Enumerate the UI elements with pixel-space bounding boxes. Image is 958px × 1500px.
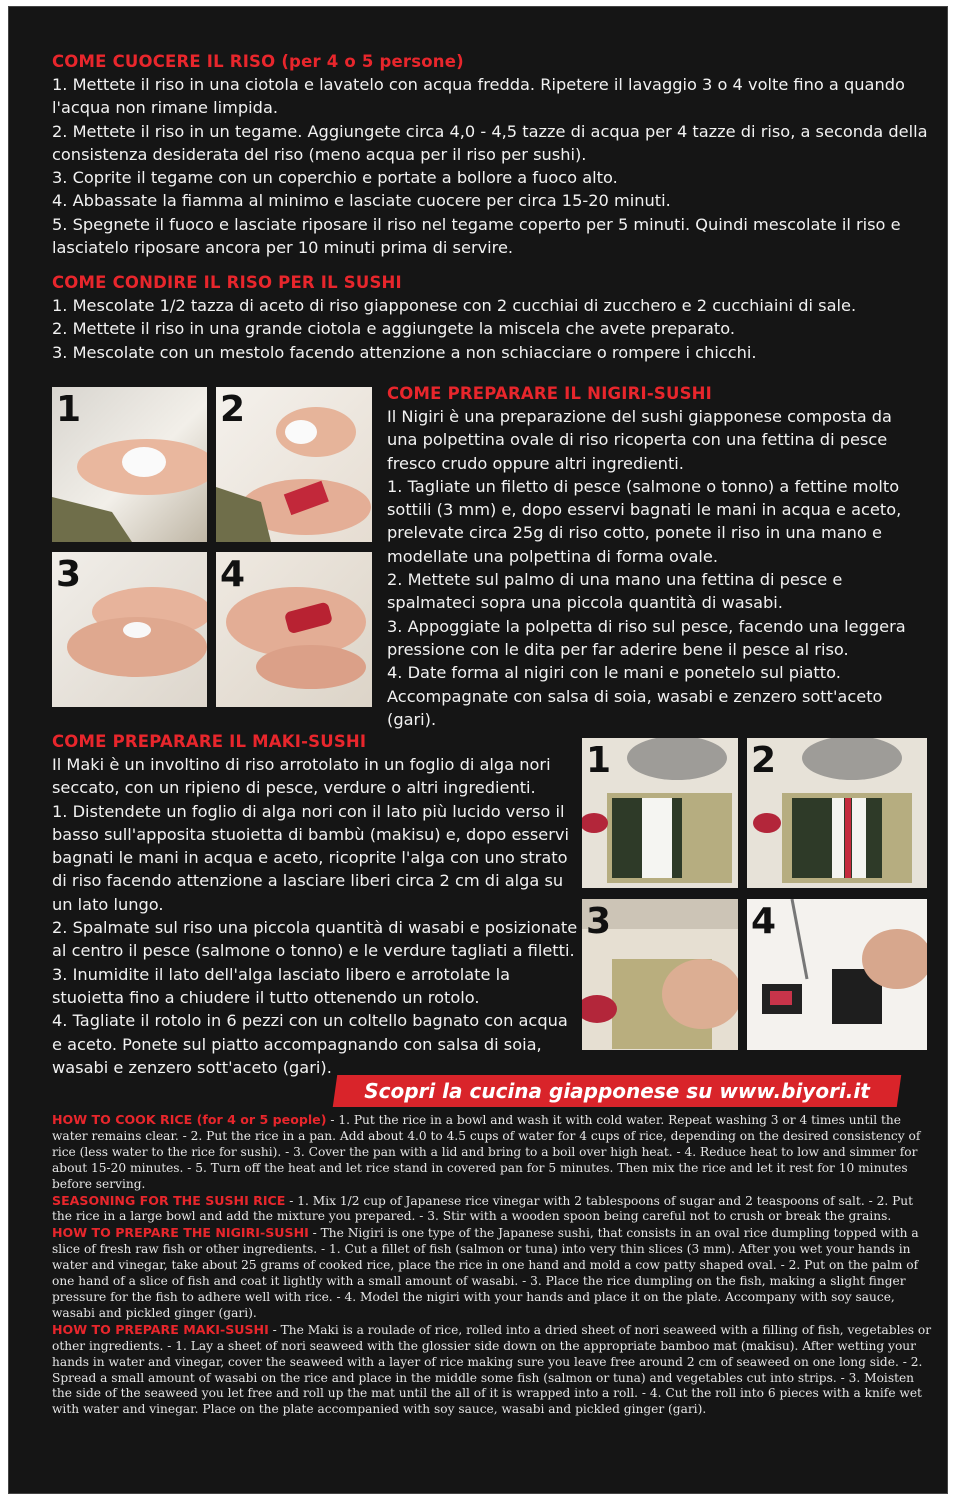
english-instructions bbox=[52, 1112, 932, 1418]
cook-rice-step: 5. Spegnete il fuoco e lasciate riposare il riso nel tegame coperto per 5 minuti. Quindi mescolate il riso e lasciatelo riposare ancora per 10 minuti prima di servire. bbox=[52, 214, 901, 258]
cook-rice-heading bbox=[52, 50, 932, 73]
nigiri-photo-3 bbox=[52, 552, 207, 707]
english-rice-paragraph bbox=[52, 1112, 932, 1193]
nigiri-step: 4. Date forma al nigiri con le mani e ponetelo sul piatto. Accompagnate con salsa di soia, wasabi e zenzero sott'aceto (gari). bbox=[387, 663, 883, 729]
maki-photo-3 bbox=[582, 899, 738, 1050]
maki-step: 4. Tagliate il rotolo in 6 pezzi con un coltello bagnato con acqua e aceto. Ponete sul piatto accompagnando con salsa di soia, wasabi e zenzero sott'aceto (gari). bbox=[52, 1011, 568, 1077]
english-season-heading: SEASONING FOR THE SUSHI RICE bbox=[52, 1192, 286, 1208]
english-nigiri-text: - The Nigiri is one type of the Japanese sushi, that consists in an oval rice dumpling topped with a slice of fresh raw fish or other ingredients. - 1. Cut a fillet of fish (salmon or tuna) into very thin slices (3 mm). After you wet your hands in water and vinegar, take about 25 grams of cooked rice, place the rice in one hand and mold a cow patty shaped oval. - 2. Put on the palm of one hand of a slice of fish and coat it lightly with a small amount of wasabi. - 3. Place the rice dumpling on the fish, making a slight finger pressure for the fish to adhere well with rice. - 4. Model the nigiri with your hands and place it on the plate. Accompany with soy sauce, wasabi and pickled ginger (gari). bbox=[52, 1226, 919, 1320]
nigiri-step: Il Nigiri è una preparazione del sushi giapponese composta da una polpettina ovale di riso ricoperta con una fettina di pesce fresco crudo oppure altri ingredienti. bbox=[387, 407, 892, 473]
nigiri-heading: COME PREPARARE IL NIGIRI-SUSHI bbox=[387, 384, 713, 403]
cook-rice-servings: (per 4 o 5 persone) bbox=[281, 52, 464, 71]
english-season-paragraph bbox=[52, 1193, 932, 1226]
nigiri-step: 3. Appoggiate la polpetta di riso sul pesce, facendo una leggera pressione con le dita per far aderire bene il pesce al riso. bbox=[387, 616, 906, 659]
cook-rice-step: 3. Coprite il tegame con un coperchio e portate a bollore a fuoco alto. bbox=[52, 168, 618, 188]
maki-step: 1. Distendete un foglio di alga nori con il lato più lucido verso il basso sull'apposita stuoietta di bambù (makisu) e, dopo esservi bagnati le mani in acqua e aceto, ricoprite l'alga con uno strato di riso facendo attenzione a lasciare liberi circa 2 cm di alga su un lato lungo. bbox=[52, 801, 569, 914]
nigiri-step: 1. Tagliate un filetto di pesce (salmone o tonno) a fettine molto sottili (3 mm) e, dopo esservi bagnati le mani in acqua e aceto, prelevate circa 25g di riso cotto, ponete il riso in una mano e modellate una polpettina di forma ovale. bbox=[387, 476, 902, 566]
section-season-rice bbox=[52, 271, 932, 364]
english-nigiri-paragraph bbox=[52, 1225, 932, 1321]
season-rice-step: 3. Mescolate con un mestolo facendo attenzione a non schiacciare o rompere i chicchi. bbox=[52, 342, 757, 362]
maki-photo-4 bbox=[747, 899, 927, 1050]
maki-photo-grid bbox=[582, 738, 927, 1050]
english-maki-heading: HOW TO PREPARE MAKI-SUSHI bbox=[52, 1321, 269, 1337]
nigiri-photo-number: 2 bbox=[220, 389, 246, 430]
nigiri-step: 2. Mettete sul palmo di una mano una fettina di pesce e spalmateci sopra una piccola quantità di wasabi. bbox=[387, 570, 843, 613]
nigiri-photo-2 bbox=[216, 387, 372, 542]
maki-photo-number: 3 bbox=[586, 901, 612, 942]
nigiri-photo-number: 4 bbox=[220, 554, 246, 595]
maki-photo-2 bbox=[747, 738, 927, 888]
nigiri-photo-grid bbox=[52, 387, 372, 707]
section-nigiri bbox=[387, 382, 917, 731]
english-rice-heading: HOW TO COOK RICE (for 4 or 5 people) bbox=[52, 1112, 327, 1127]
maki-photo-1 bbox=[582, 738, 738, 888]
english-maki-paragraph bbox=[52, 1322, 932, 1418]
maki-step: Il Maki è un involtino di riso arrotolato in un foglio di alga nori seccato, con un ripieno di pesce, verdure o altri ingredienti. bbox=[52, 755, 551, 798]
maki-photo-number: 1 bbox=[586, 740, 612, 781]
package-back-panel bbox=[8, 6, 948, 1494]
season-rice-step: 2. Mettete il riso in una grande ciotola e aggiungete la miscela che avete preparato. bbox=[52, 319, 736, 339]
cook-rice-title: COME CUOCERE IL RISO bbox=[52, 52, 276, 71]
cook-rice-step: 4. Abbassate la fiamma al minimo e lasciate cuocere per circa 15-20 minuti. bbox=[52, 191, 671, 211]
english-nigiri-heading: HOW TO PREPARE THE NIGIRI-SUSHI bbox=[52, 1225, 309, 1241]
season-rice-heading: COME CONDIRE IL RISO PER IL SUSHI bbox=[52, 273, 402, 292]
nigiri-photo-number: 3 bbox=[56, 554, 82, 595]
maki-heading: COME PREPARARE IL MAKI-SUSHI bbox=[52, 732, 367, 751]
nigiri-photo-1 bbox=[52, 387, 207, 542]
nigiri-photo-number: 1 bbox=[56, 389, 82, 430]
cook-rice-step: 1. Mettete il riso in una ciotola e lavatelo con acqua fredda. Ripetere il lavaggio 3 o 4 volte fino a quando l'acqua non rimane limpida. bbox=[52, 75, 905, 118]
maki-photo-number: 2 bbox=[751, 740, 777, 781]
english-maki-text: - The Maki is a roulade of rice, rolled into a dried sheet of nori seaweed with a filling of fish, vegetables or other ingredients. - 1. Lay a sheet of nori seaweed with the glossier side down on the appropriate bamboo mat (makisu). After wetting your hands in water and vinegar, cover the seaweed with a layer of rice making sure you leave free around 2 cm of seaweed on one long side. - 2. Spread a small amount of wasabi on the rice and place in the middle some fish (salmon or tuna) and vegetables cut into strips. - 3. Moisten the side of the seaweed you let free and roll up the mat until the all of it is wrapped into a roll. - 4. Cut the roll into 6 pieces with a knife wet with water and vinegar. Place on the plate accompanied with soy sauce, wasabi and pickled ginger (gari). bbox=[52, 1322, 932, 1417]
cook-rice-step: 2. Mettete il riso in un tegame. Aggiungete circa 4,0 - 4,5 tazze di acqua per 4 tazze di riso, a seconda della consistenza desiderata del riso (meno acqua per il riso per sushi). bbox=[52, 121, 928, 164]
maki-photo-number: 4 bbox=[751, 901, 777, 942]
nigiri-photo-4 bbox=[216, 552, 372, 707]
website-banner-text: Scopri la cucina giapponese su www.biyori.it bbox=[364, 1079, 870, 1103]
english-rice-text: - 1. Put the rice in a bowl and wash it with cold water. Repeat washing 3 or 4 times until the water remains clear. - 2. Put the rice in a pan. Add about 4.0 to 4.5 cups of water for 4 cups of rice, depending on the desired consistency of rice (less water to the rice for sushi). - 3. Cover the pan with a lid and bring to a boil over high heat. - 4. Reduce heat to low and simmer for about 15-20 minutes. - 5. Turn off the heat and let rice stand in covered pan for 5 minutes. Then mix the rice and let it rest for 10 minutes before serving. bbox=[52, 1113, 921, 1191]
maki-step: 3. Inumidite il lato dell'alga lasciato libero e arrotolate la stuoietta fino a chiudere il tutto ottenendo un rotolo. bbox=[52, 964, 511, 1007]
section-cook-rice bbox=[52, 50, 932, 259]
season-rice-step: 1. Mescolate 1/2 tazza di aceto di riso giapponese con 2 cucchiai di zucchero e 2 cucchiaini di sale. bbox=[52, 296, 857, 315]
section-maki bbox=[52, 730, 582, 1079]
website-banner bbox=[333, 1075, 901, 1107]
maki-step: 2. Spalmate sul riso una piccola quantità di wasabi e posizionate al centro il pesce (salmone o tonno) e le verdure tagliati a filetti. bbox=[52, 918, 578, 961]
english-season-text: - 1. Mix 1/2 cup of Japanese rice vinegar with 2 tablespoons of sugar and 2 teaspoons of salt. - 2. Put the rice in a large bowl and add the mixture you prepared. - 3. Stir with a wooden spoon being careful not to crush or break the grains. bbox=[52, 1193, 914, 1224]
